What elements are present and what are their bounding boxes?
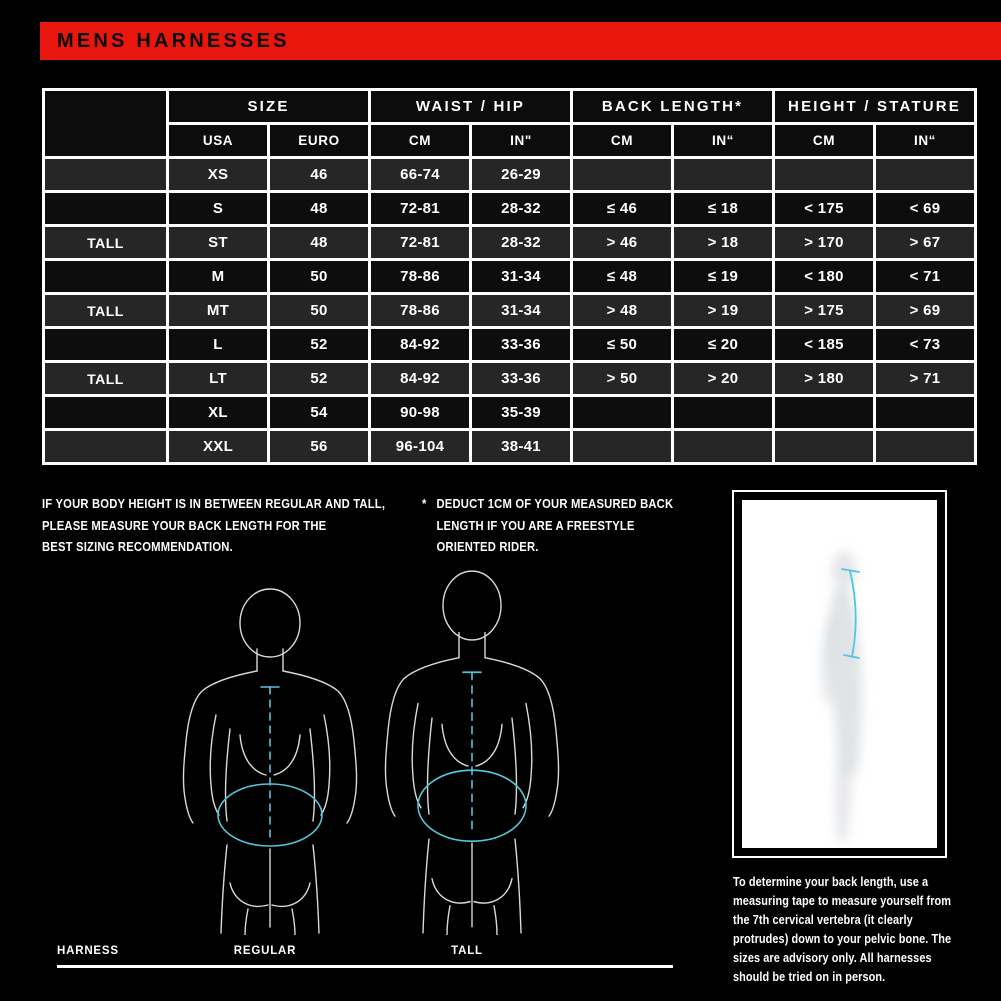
group-header-back-length: BACK LENGTH*: [573, 91, 772, 122]
regular-figure-illustration: [178, 583, 362, 935]
cell-height-in: < 69: [876, 193, 974, 224]
table-row-s: [45, 193, 974, 224]
page-title: MENS HARNESSES: [57, 30, 290, 52]
cell-waist-in: 35-39: [472, 397, 570, 428]
cell-height-cm: > 170: [775, 227, 873, 258]
tall-label: TALL: [451, 945, 483, 957]
col-header-euro: EURO: [270, 125, 368, 156]
cell-back-cm: > 48: [573, 295, 671, 326]
panel-caption-line: protrudes) down to your pelvic bone. The: [733, 931, 952, 946]
cell-usa: M: [169, 261, 267, 292]
freestyle-note-line: LENGTH IF YOU ARE A FREESTYLE: [436, 518, 635, 533]
back-length-figure-illustration: [742, 500, 937, 846]
cell-height-in: > 67: [876, 227, 974, 258]
cell-height-in: [876, 397, 974, 428]
freestyle-note-line: ORIENTED RIDER.: [436, 540, 539, 554]
column-header-row: [45, 125, 974, 156]
col-header-waist-in: IN": [472, 125, 570, 156]
cell-usa: XL: [169, 397, 267, 428]
cell-waist-cm: 84-92: [371, 329, 469, 360]
cell-height-cm: > 180: [775, 363, 873, 394]
size-table: [42, 88, 977, 465]
cell-euro: 48: [270, 227, 368, 258]
panel-caption-line: should be tried on in person.: [733, 969, 886, 984]
height-note-line: BEST SIZING RECOMMENDATION.: [42, 540, 233, 554]
col-header-back-in: IN“: [674, 125, 772, 156]
cell-back-in: [674, 159, 772, 190]
fit-cell: [45, 159, 166, 190]
table-row-xl: [45, 397, 974, 428]
cell-waist-in: 33-36: [472, 363, 570, 394]
cell-waist-cm: 72-81: [371, 227, 469, 258]
cell-euro: 52: [270, 329, 368, 360]
freestyle-note-line: DEDUCT 1CM OF YOUR MEASURED BACK: [436, 497, 674, 511]
cell-back-cm: [573, 431, 671, 462]
tall-figure-illustration: [380, 568, 564, 935]
fit-cell: [45, 193, 166, 224]
cell-back-cm: > 50: [573, 363, 671, 394]
height-note: [42, 494, 385, 559]
divider-rule: [57, 965, 673, 968]
cell-euro: 56: [270, 431, 368, 462]
cell-height-cm: > 175: [775, 295, 873, 326]
cell-waist-in: 31-34: [472, 261, 570, 292]
freestyle-note: [422, 494, 673, 559]
title-bar: [40, 22, 1001, 60]
back-length-panel: [732, 490, 947, 858]
harness-label: HARNESS: [57, 945, 119, 957]
cell-usa: MT: [169, 295, 267, 326]
height-note-line: PLEASE MEASURE YOUR BACK LENGTH FOR THE: [42, 518, 327, 533]
panel-caption-line: sizes are advisory only. All harnesses: [733, 950, 932, 965]
cell-waist-cm: 72-81: [371, 193, 469, 224]
asterisk: *: [422, 497, 427, 511]
cell-waist-cm: 78-86: [371, 261, 469, 292]
cell-waist-in: 33-36: [472, 329, 570, 360]
cell-back-cm: ≤ 50: [573, 329, 671, 360]
table-row-xxl: [45, 431, 974, 462]
table-corner-cell: [45, 91, 166, 156]
cell-usa: XS: [169, 159, 267, 190]
cell-back-in: ≤ 19: [674, 261, 772, 292]
cell-euro: 50: [270, 261, 368, 292]
table-row-l: [45, 329, 974, 360]
back-length-panel-inner: [742, 500, 937, 848]
cell-euro: 54: [270, 397, 368, 428]
col-header-waist-cm: CM: [371, 125, 469, 156]
cell-waist-cm: 90-98: [371, 397, 469, 428]
height-note-line: IF YOUR BODY HEIGHT IS IN BETWEEN REGULAR AND TALL,: [42, 497, 386, 511]
cell-back-in: > 20: [674, 363, 772, 394]
panel-caption-line: To determine your back length, use a: [733, 874, 929, 889]
table-row-m: [45, 261, 974, 292]
cell-back-in: ≤ 18: [674, 193, 772, 224]
fit-cell: [45, 261, 166, 292]
cell-usa: XXL: [169, 431, 267, 462]
cell-back-in: > 19: [674, 295, 772, 326]
cell-back-in: > 18: [674, 227, 772, 258]
cell-height-in: [876, 159, 974, 190]
col-header-height-in: IN“: [876, 125, 974, 156]
cell-waist-in: 31-34: [472, 295, 570, 326]
cell-height-cm: < 185: [775, 329, 873, 360]
cell-height-in: < 71: [876, 261, 974, 292]
cell-waist-in: 28-32: [472, 227, 570, 258]
group-header-waist-hip: WAIST / HIP: [371, 91, 570, 122]
group-header-size: SIZE: [169, 91, 368, 122]
cell-height-cm: < 180: [775, 261, 873, 292]
fit-cell: [45, 397, 166, 428]
cell-height-in: [876, 431, 974, 462]
table-row-lt: [45, 363, 974, 394]
panel-caption-line: measuring tape to measure yourself from: [733, 893, 952, 908]
regular-label: REGULAR: [233, 945, 297, 957]
cell-usa: ST: [169, 227, 267, 258]
fit-cell: TALL: [45, 227, 166, 258]
cell-back-cm: > 46: [573, 227, 671, 258]
cell-height-cm: [775, 431, 873, 462]
col-header-usa: USA: [169, 125, 267, 156]
cell-euro: 46: [270, 159, 368, 190]
cell-height-cm: [775, 397, 873, 428]
cell-waist-in: 26-29: [472, 159, 570, 190]
fit-cell: TALL: [45, 363, 166, 394]
cell-waist-cm: 84-92: [371, 363, 469, 394]
cell-waist-cm: 96-104: [371, 431, 469, 462]
cell-waist-in: 28-32: [472, 193, 570, 224]
cell-height-in: > 69: [876, 295, 974, 326]
cell-back-in: ≤ 20: [674, 329, 772, 360]
cell-back-in: [674, 431, 772, 462]
cell-back-cm: [573, 159, 671, 190]
fit-cell: [45, 431, 166, 462]
cell-back-cm: ≤ 48: [573, 261, 671, 292]
cell-euro: 50: [270, 295, 368, 326]
cell-usa: LT: [169, 363, 267, 394]
col-header-height-cm: CM: [775, 125, 873, 156]
cell-back-cm: ≤ 46: [573, 193, 671, 224]
cell-height-cm: < 175: [775, 193, 873, 224]
group-header-row: [45, 91, 974, 122]
col-header-back-cm: CM: [573, 125, 671, 156]
group-header-height-stature: HEIGHT / STATURE: [775, 91, 974, 122]
table-row-mt: [45, 295, 974, 326]
cell-back-cm: [573, 397, 671, 428]
fit-cell: TALL: [45, 295, 166, 326]
panel-caption-line: the 7th cervical vertebra (it clearly: [733, 912, 913, 927]
cell-waist-cm: 66-74: [371, 159, 469, 190]
cell-height-cm: [775, 159, 873, 190]
cell-euro: 52: [270, 363, 368, 394]
cell-waist-in: 38-41: [472, 431, 570, 462]
cell-euro: 48: [270, 193, 368, 224]
cell-back-in: [674, 397, 772, 428]
fit-cell: [45, 329, 166, 360]
table-row-xs: [45, 159, 974, 190]
cell-usa: L: [169, 329, 267, 360]
cell-height-in: < 73: [876, 329, 974, 360]
cell-height-in: > 71: [876, 363, 974, 394]
cell-usa: S: [169, 193, 267, 224]
panel-caption: [733, 872, 951, 986]
cell-waist-cm: 78-86: [371, 295, 469, 326]
table-row-st: [45, 227, 974, 258]
